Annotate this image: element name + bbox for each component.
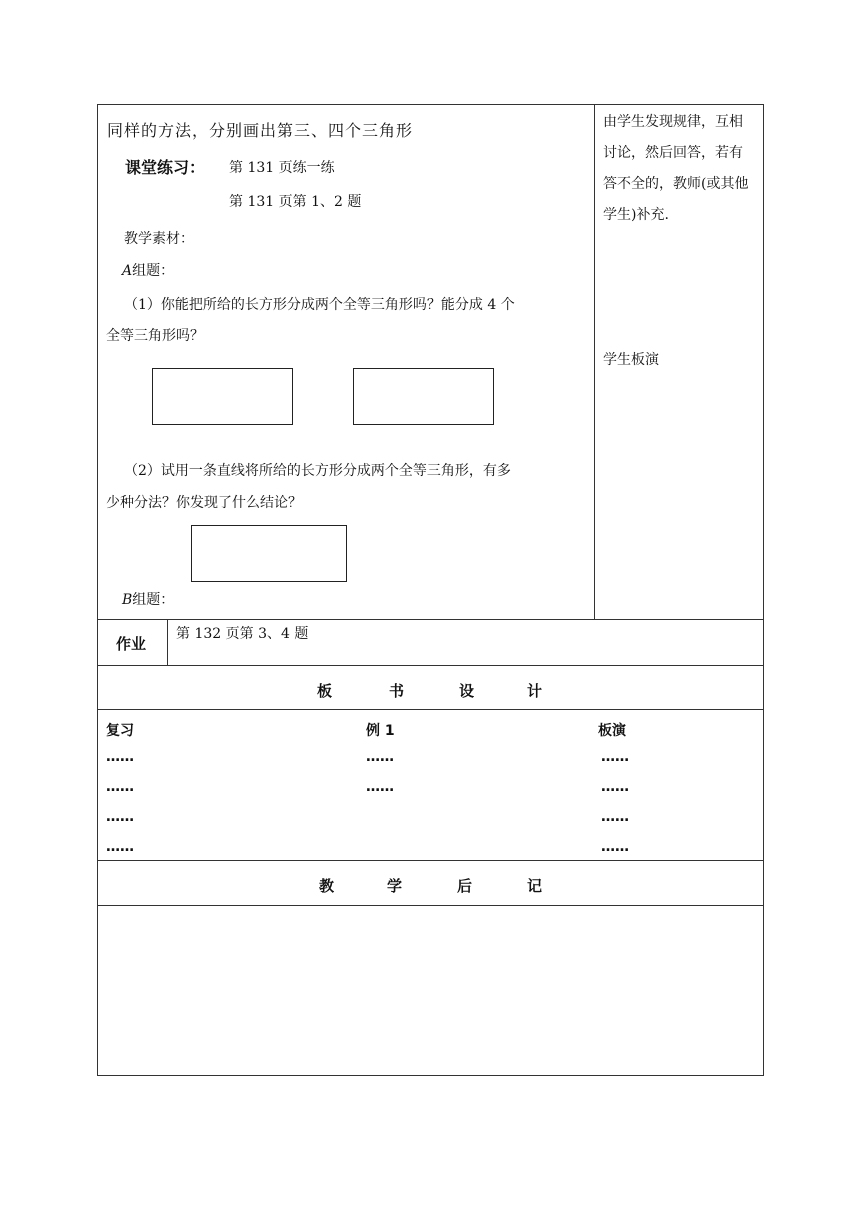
- side-note-line: 讨论，然后回答，若有: [603, 145, 743, 161]
- homework-label-divider: [167, 619, 168, 665]
- board-design-title: [97, 680, 764, 700]
- postscript-title-char: 学: [387, 877, 403, 895]
- board-col-review-row: ……: [106, 839, 134, 855]
- question-1-line-2: 全等三角形吗？: [106, 328, 204, 344]
- postscript-area[interactable]: [98, 906, 763, 1075]
- board-col-review-row: ……: [106, 809, 134, 825]
- board-design-title-char: 设: [459, 682, 475, 700]
- group-a-label: 组题：: [132, 263, 175, 279]
- rectangle-figure-1: [152, 368, 293, 425]
- row-divider: [97, 709, 764, 710]
- postscript-title: [97, 875, 764, 895]
- question-2-line-2: 少种分法？你发现了什么结论？: [106, 495, 302, 511]
- practice-item-2: 第 131 页第 1、2 题: [229, 194, 362, 210]
- postscript-title-char: 后: [457, 877, 473, 895]
- homework-label: 作业: [116, 635, 147, 653]
- board-col-demo-row: ……: [601, 779, 629, 795]
- board-design-title-char: 板: [317, 682, 333, 700]
- board-design-title-char: 书: [389, 682, 405, 700]
- board-col-demo-row: ……: [601, 839, 629, 855]
- row-divider: [97, 665, 764, 666]
- side-note-line: 由学生发现规律，互相: [603, 114, 743, 130]
- board-design-title-char: 计: [527, 682, 543, 700]
- board-col-demo-row: ……: [601, 749, 629, 765]
- practice-label: 课堂练习：: [125, 158, 206, 177]
- board-col-review-head: 复习: [106, 723, 134, 739]
- side-note-line: 学生)补充.: [603, 207, 669, 223]
- group-b-letter: B: [122, 592, 133, 608]
- question-2-line-1: （2）试用一条直线将所给的长方形分成两个全等三角形，有多: [124, 463, 511, 479]
- group-b-label: 组题：: [132, 592, 175, 608]
- row-divider: [97, 619, 764, 620]
- group-a-heading: [122, 260, 174, 280]
- board-demo-note: 学生板演: [603, 352, 659, 368]
- method-instruction: 同样的方法，分别画出第三、四个三角形: [107, 121, 414, 140]
- rectangle-figure-3: [191, 525, 347, 582]
- postscript-title-char: 教: [319, 877, 335, 895]
- row-divider: [97, 860, 764, 861]
- group-a-letter: A: [122, 263, 133, 279]
- rectangle-figure-2: [353, 368, 494, 425]
- side-column-divider: [594, 104, 595, 619]
- board-col-example-head: 例 1: [366, 723, 395, 739]
- postscript-title-char: 记: [527, 877, 543, 895]
- board-col-review-row: ……: [106, 779, 134, 795]
- board-col-review-row: ……: [106, 749, 134, 765]
- side-notes: [603, 107, 759, 231]
- practice-item-1: 第 131 页练一练: [229, 160, 335, 176]
- board-col-example-row: ……: [366, 749, 394, 765]
- board-col-demo-head: 板演: [598, 723, 626, 739]
- board-col-demo-row: ……: [601, 809, 629, 825]
- question-1-line-1: （1）你能把所给的长方形分成两个全等三角形吗？能分成 4 个: [124, 297, 515, 313]
- group-b-heading: [122, 589, 174, 609]
- board-col-example-row: ……: [366, 779, 394, 795]
- homework-content: 第 132 页第 3、4 题: [176, 626, 309, 642]
- side-note-line: 答不全的，教师(或其他: [603, 176, 749, 192]
- material-label: 教学素材：: [124, 231, 194, 247]
